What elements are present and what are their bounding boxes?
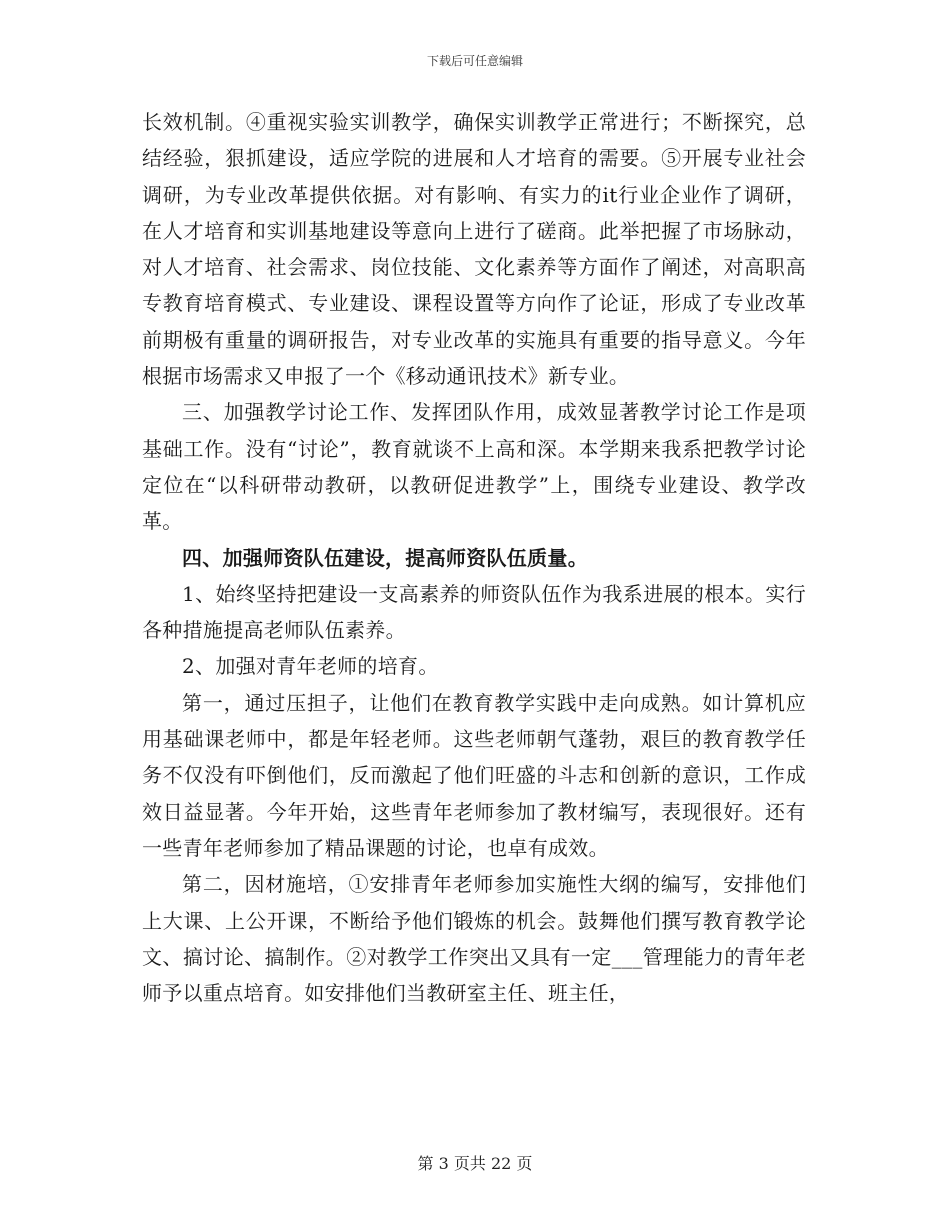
section-heading: 四、加强师资队伍建设，提高师资队伍质量。	[182, 545, 588, 570]
paragraph-7: 第二，因材施培，①安排青年老师参加实施性大纲的编写，安排他们上大课、上公开课，不断给予他们锻炼的机会。鼓舞他们撰写教育教学论文、搞讨论、搞制作。②对教学工作突出又具有一定___管理能力的青年老师予以重点培育。如安排他们当教研室主任、班主任，	[142, 872, 806, 1006]
paragraph-4: 1、始终坚持把建设一支高素养的师资队伍作为我系进展的根本。实行各种措施提高老师队伍素养。	[142, 581, 806, 643]
paragraph-6: 第一，通过压担子，让他们在教育教学实践中走向成熟。如计算机应用基础课老师中，都是年轻老师。这些老师朝气蓬勃，艰巨的教育教学任务不仅没有吓倒他们，反而激起了他们旺盛的斗志和创新的意识，工作成效日益显著。今年开始，这些青年老师参加了教材编写，表现很好。还有一些青年老师参加了精品课题的讨论，也卓有成效。	[142, 690, 806, 860]
page-footer: 第 3 页共 22 页	[417, 1154, 533, 1173]
paragraph-2: 三、加强教学讨论工作、发挥团队作用，成效显著教学讨论工作是项基础工作。没有“讨论”，教育就谈不上高和深。本学期来我系把教学讨论定位在“以科研带动教研，以教研促进教学”上，围绕专业建设、教学改革。	[142, 400, 806, 534]
page-header: 下载后可任意编辑	[426, 54, 523, 68]
paragraph-1: 长效机制。④重视实验实训教学，确保实训教学正常进行；不断探究，总结经验，狠抓建设，适应学院的进展和人才培育的需要。⑤开展专业社会调研，为专业改革提供依据。对有影响、有实力的it行业企业作了调研，在人才培育和实训基地建设等意向上进行了磋商。此举把握了市场脉动，对人才培育、社会需求、岗位技能、文化素养等方面作了阐述，对高职高专教育培育模式、专业建设、课程设置等方向作了论证，形成了专业改革前期极有重量的调研报告，对专业改革的实施具有重要的指导意义。今年根据市场需求又申报了一个《移动通讯技术》新专业。	[142, 110, 806, 389]
document-body	[142, 104, 806, 1011]
paragraph-5: 2、加强对青年老师的培育。	[182, 654, 439, 679]
